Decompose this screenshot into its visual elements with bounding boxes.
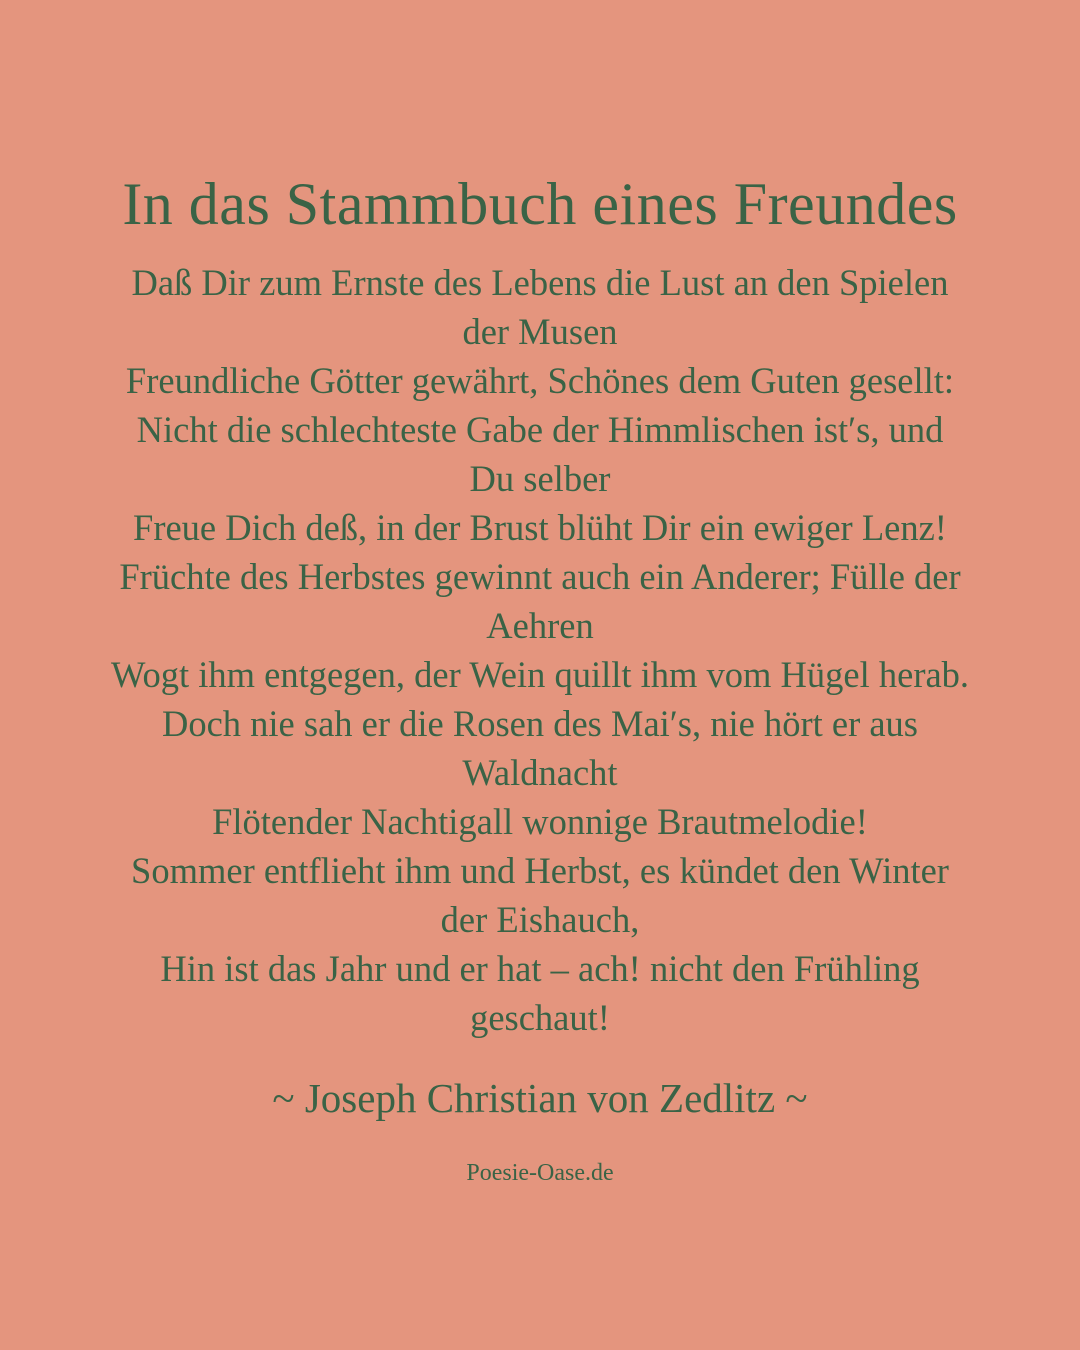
poem-line: Wogt ihm entgegen, der Wein quillt ihm vom Hügel herab. [110, 654, 970, 695]
poem-line: Früchte des Herbstes gewinnt auch ein Anderer; Fülle der [119, 556, 961, 597]
poem-line: Daß Dir zum Ernste des Lebens die Lust an den Spielen [131, 262, 949, 303]
poem-line: geschaut! [470, 997, 610, 1038]
poem-line: Hin ist das Jahr und er hat – ach! nicht den Frühling [160, 948, 920, 989]
poem-line: Nicht die schlechteste Gabe der Himmlischen ist′s, und [136, 409, 944, 450]
poem-line: Doch nie sah er die Rosen des Mai′s, nie hört er aus [161, 703, 919, 744]
poem-line: Freue Dich deß, in der Brust blüht Dir ein ewiger Lenz! [133, 507, 947, 548]
poem-line: Sommer entflieht ihm und Herbst, es kündet den Winter [131, 850, 949, 891]
poem-title: In das Stammbuch eines Freundes [122, 171, 958, 237]
poem-author: ~ Joseph Christian von Zedlitz ~ [272, 1075, 808, 1121]
poem-line: Freundliche Götter gewährt, Schönes dem Guten gesellt: [125, 360, 955, 401]
poem-line: der Musen [462, 311, 618, 352]
poem-line: Flötender Nachtigall wonnige Brautmelodie! [212, 801, 868, 842]
source-credit: Poesie-Oase.de [466, 1160, 614, 1186]
poem-line: Aehren [486, 605, 594, 646]
poem-body [20, 258, 1060, 1042]
poem-line: Waldnacht [462, 752, 618, 793]
poem-line: Du selber [469, 458, 611, 499]
poem-line: der Eishauch, [440, 899, 640, 940]
